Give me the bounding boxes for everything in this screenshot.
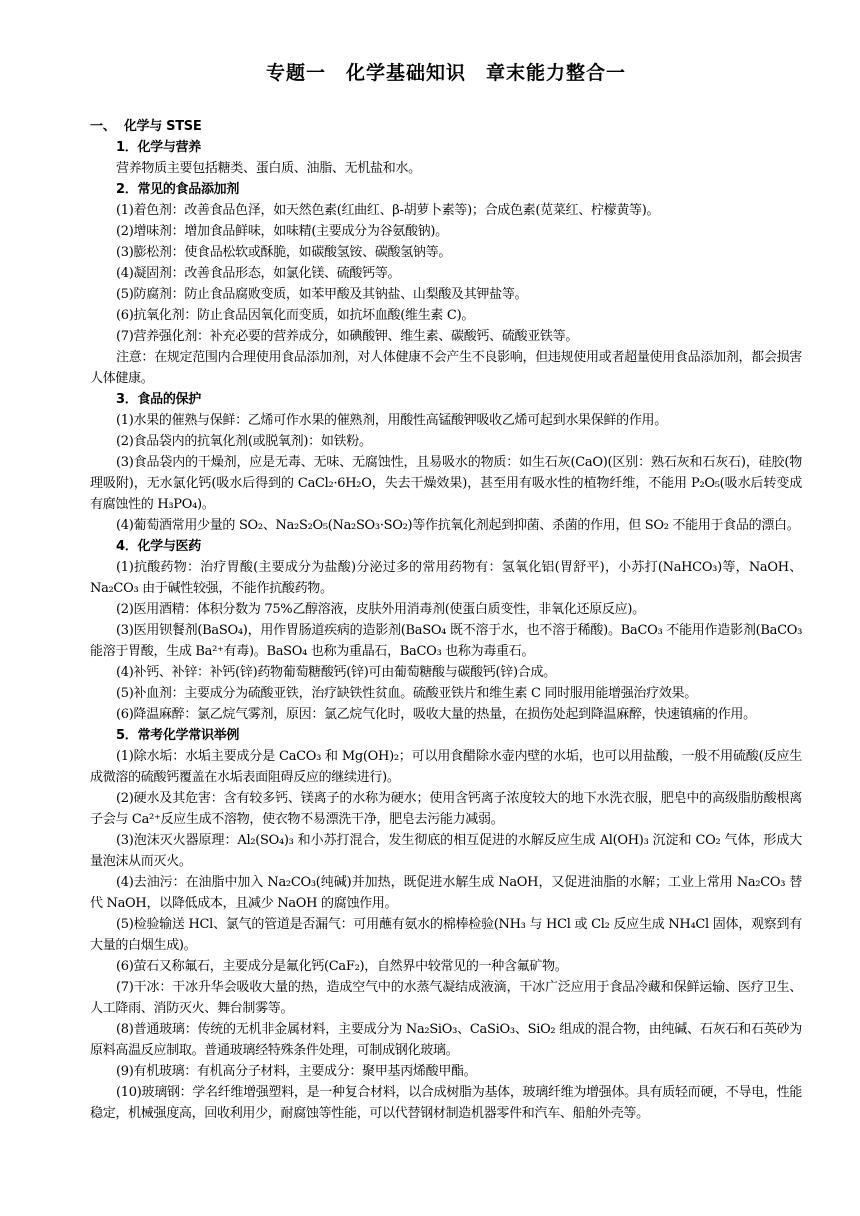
paragraph: (6)抗氧化剂：防止食品因氧化而变质，如抗坏血酸(维生素 C)。 [116,308,475,323]
subsection-heading: 4．化学与医药 [116,539,201,554]
paragraph: (4)去油污：在油脂中加入 Na₂CO₃(纯碱)并加热，既促进水解生成 NaOH，又促进油脂的水解；工业上常用 Na₂CO₃ 替代 NaOH，以降低成本，且减少 NaOH 的腐蚀作用。 [90,875,802,911]
paragraph: (3)泡沫灭火器原理：Al₂(SO₄)₃ 和小苏打混合，发生彻底的相互促进的水解反应生成 Al(OH)₃ 沉淀和 CO₂ 气体，形成大量泡沫从而灭火。 [90,833,802,869]
paragraph: (2)增味剂：增加食品鲜味，如味精(主要成分为谷氨酸钠)。 [116,224,448,239]
paragraph: (10)玻璃钢：学名纤维增强塑料，是一种复合材料，以合成树脂为基体，玻璃纤维为增强体。具有质轻而硬，不导电，性能稳定，机械强度高，回收利用少，耐腐蚀等性能，可以代替钢材制造机器零件和汽车、船舶外壳等。 [90,1085,802,1121]
paragraph: (4)葡萄酒常用少量的 SO₂、Na₂S₂O₅(Na₂SO₃·SO₂)等作抗氧化剂起到抑菌、杀菌的作用，但 SO₂ 不能用于食品的漂白。 [116,518,800,533]
paragraph: (1)水果的催熟与保鲜：乙烯可作水果的催熟剂，用酸性高锰酸钾吸收乙烯可起到水果保鲜的作用。 [116,413,667,428]
paragraph: 营养物质主要包括糖类、蛋白质、油脂、无机盐和水。 [116,161,421,176]
subsection-heading: 2．常见的食品添加剂 [116,182,240,197]
section-heading: 一、 化学与 STSE [90,119,202,134]
paragraph: (9)有机玻璃：有机高分子材料，主要成分：聚甲基丙烯酸甲酯。 [116,1064,477,1079]
paragraph: (3)膨松剂：使食品松软或酥脆，如碳酸氢铵、碳酸氢钠等。 [116,245,452,260]
subsection-heading: 5．常考化学常识举例 [116,728,240,743]
paragraph: (5)补血剂：主要成分为硫酸亚铁，治疗缺铁性贫血。硫酸亚铁片和维生素 C 同时服用能增强治疗效果。 [116,686,697,701]
paragraph: 注意：在规定范围内合理使用食品添加剂，对人体健康不会产生不良影响，但违规使用或者超量使用食品添加剂，都会损害人体健康。 [90,350,802,386]
paragraph: (5)检验输送 HCl、氯气的管道是否漏气：可用蘸有氨水的棉棒检验(NH₃ 与 HCl 或 Cl₂ 反应生成 NH₄Cl 固体，观察到有大量的白烟生成)。 [90,917,802,953]
paragraph: (2)食品袋内的抗氧化剂(或脱氧剂)：如铁粉。 [116,434,372,449]
paragraph: (6)萤石又称氟石，主要成分是氟化钙(CaF₂)，自然界中较常见的一种含氟矿物。 [116,959,568,974]
paragraph: (3)医用钡餐剂(BaSO₄)，用作胃肠道疾病的造影剂(BaSO₄ 既不溶于水，也不溶于稀酸)。BaCO₃ 不能用作造影剂(BaCO₃ 能溶于胃酸，生成 Ba²⁺有毒)。BaSO₄ 也称为重晶石，BaCO₃ 也称为毒重石。 [90,623,802,659]
paragraph: (7)营养强化剂：补充必要的营养成分，如碘酸钾、维生素、碳酸钙、硫酸亚铁等。 [116,329,579,344]
subsection-heading: 1．化学与营养 [116,140,201,155]
paragraph: (1)着色剂：改善食品色泽，如天然色素(红曲红、β-胡萝卜素等)；合成色素(苋菜红、柠檬黄等)。 [116,203,660,218]
document-body [90,116,802,1124]
paragraph: (5)防腐剂：防止食品腐败变质，如苯甲酸及其钠盐、山梨酸及其钾盐等。 [116,287,528,302]
paragraph: (2)硬水及其危害：含有较多钙、镁离子的水称为硬水；使用含钙离子浓度较大的地下水洗衣服，肥皂中的高级脂肪酸根离子会与 Ca²⁺反应生成不溶物，使衣物不易漂洗干净，肥皂去污能力减弱。 [90,791,802,827]
document-title: 专题一 化学基础知识 章末能力整合一 [265,62,626,84]
paragraph: (1)抗酸药物：治疗胃酸(主要成分为盐酸)分泌过多的常用药物有：氢氧化铝(胃舒平)，小苏打(NaHCO₃)等，NaOH、Na₂CO₃ 由于碱性较强，不能作抗酸药物。 [90,560,802,596]
subsection-heading: 3．食品的保护 [116,392,201,407]
paragraph: (3)食品袋内的干燥剂，应是无毒、无味、无腐蚀性，且易吸水的物质：如生石灰(CaO)(区别：熟石灰和石灰石)，硅胶(物理吸附)，无水氯化钙(吸水后得到的 CaCl₂·6H₂O，失去干燥效果)，甚至用有吸水性的植物纤维，不能用 P₂O₅(吸水后转变成有腐蚀性的 H₃PO₄)。 [90,455,802,512]
paragraph: (4)凝固剂：改善食品形态，如氯化镁、硫酸钙等。 [116,266,401,281]
paragraph: (4)补钙、补锌：补钙(锌)药物葡萄糖酸钙(锌)可由葡萄糖酸与碳酸钙(锌)合成。 [116,665,556,680]
paragraph: (1)除水垢：水垢主要成分是 CaCO₃ 和 Mg(OH)₂；可以用食醋除水壶内壁的水垢，也可以用盐酸，一般不用硫酸(反应生成微溶的硫酸钙覆盖在水垢表面阻碍反应的继续进行)。 [90,749,802,785]
paragraph: (8)普通玻璃：传统的无机非金属材料，主要成分为 Na₂SiO₃、CaSiO₃、SiO₂ 组成的混合物，由纯碱、石灰石和石英砂为原料高温反应制取。普通玻璃经特殊条件处理，可制成钢化玻璃。 [90,1022,802,1058]
paragraph: (7)干冰：干冰升华会吸收大量的热，造成空气中的水蒸气凝结成液滴，干冰广泛应用于食品冷藏和保鲜运输、医疗卫生、人工降雨、消防灭火、舞台制雾等。 [90,980,802,1016]
paragraph: (6)降温麻醉：氯乙烷气雾剂，原因：氯乙烷气化时，吸收大量的热量，在损伤处起到降温麻醉，快速镇痛的作用。 [116,707,756,722]
paragraph: (2)医用酒精：体积分数为 75%乙醇溶液，皮肤外用消毒剂(使蛋白质变性，非氧化还原反应)。 [116,602,645,617]
document-page [90,58,802,1124]
